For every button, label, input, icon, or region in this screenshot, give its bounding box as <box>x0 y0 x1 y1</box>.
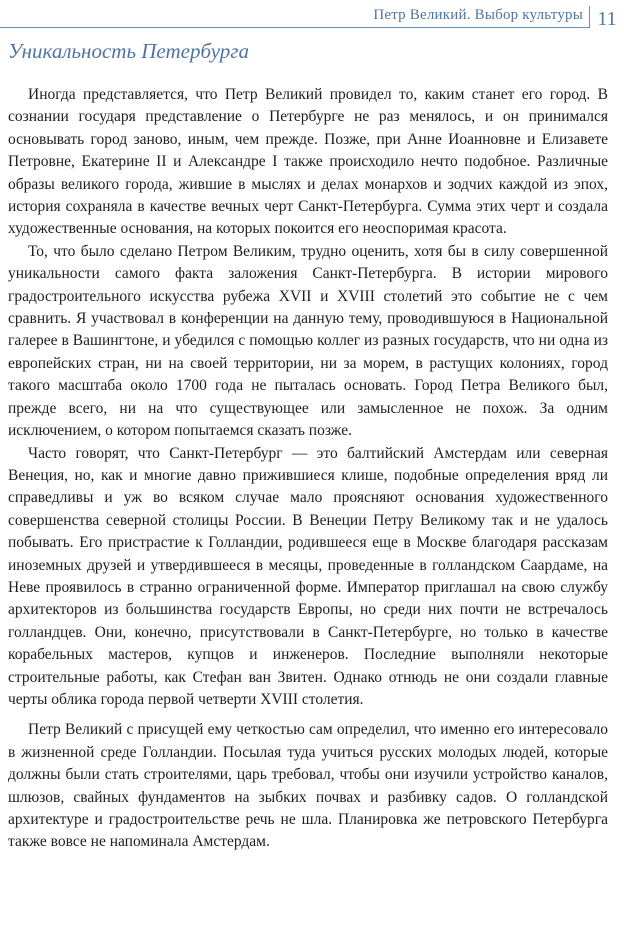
running-title: Петр Великий. Выбор культуры <box>373 7 583 23</box>
paragraph: Иногда представляется, что Петр Великий провидел то, каким станет его город. В сознании государя представление о Петербурге не раз менялось, и он принимался основывать город заново, иным, чем прежде. Позже, при Анне Иоанновне и Елизавете Петровне, Екатерине II и Александре I также происходило нечто подобное. Различные образы великого города, жившие в мыслях и делах монархов и зодчих каждой из эпох, история сохраняла в качестве вечных черт Санкт-Петербурга. Сумма этих черт и создала художественные основания, на которых покоится его неоспоримая красота. <box>8 86 608 238</box>
header-divider <box>589 6 590 28</box>
page-header <box>0 0 624 36</box>
paragraph: Петр Великий с присущей ему четкостью сам определил, что именно его интересовало в жизненной среде Голландии. Посылая туда учиться русских молодых людей, которые должны были стать строителями, царь требовал, чтобы они изучили устройство каналов, шлюзов, свайных фундаментов на зыбких почвах и разбивку садов. О голландской архитектуре и градостроительстве речь не шла. Планировка же петровского Петербурга также вовсе не напоминала Амстердам. <box>8 721 608 851</box>
paragraph: Часто говорят, что Санкт-Петербург — это балтийский Амстердам или северная Венеция, но, как и многие давно прижившиеся клише, подобные определения вряд ли справедливы и уж во всяком случае мало проясняют основания художественного совершенства северной столицы России. В Венеции Петру Великому так и не удалось побывать. Его пристрастие к Голландии, родившееся еще в Москве благодаря рассказам иноземных друзей и утвердившееся в месяцы, проведенные в голландском Саардаме, на Неве проявилось в странно ограниченной форме. Император приглашал на свою службу архитекторов из большинства государств Европы, но среди них почти не встречалось голландцев. Они, конечно, присутствовали в Санкт-Петербурге, но только в качестве корабельных мастеров, купцов и инженеров. Последние выполняли некоторые строительные работы, как Стефан ван Звитен. Однако отнюдь не они создали главные черты облика города первой четверти XVIII столетия. <box>8 444 608 708</box>
header-rule <box>0 27 590 28</box>
body-text <box>8 84 608 854</box>
page-number: 11 <box>597 8 617 30</box>
paragraph: То, что было сделано Петром Великим, трудно оценить, хотя бы в силу совершенной уникальности самого факта заложения Санкт-Петербурга. В истории мирового градостроительного искусства рубежа XVII и XVIII столетий это событие не с чем сравнить. Я участвовал в конференции на данную тему, проводившуюся в Национальной галерее в Вашингтоне, и убедился с помощью коллег из разных государств, что ни одна из европейских стран, ни на своей территории, ни за морем, в растущих колониях, город такого масштаба около 1700 года не пыталась основать. Город Петра Великого был, прежде всего, ни на что существующее или замысленное не похож. За одним исключением, о котором попытаемся сказать позже. <box>8 242 608 440</box>
section-title: Уникальность Петербурга <box>8 39 249 63</box>
